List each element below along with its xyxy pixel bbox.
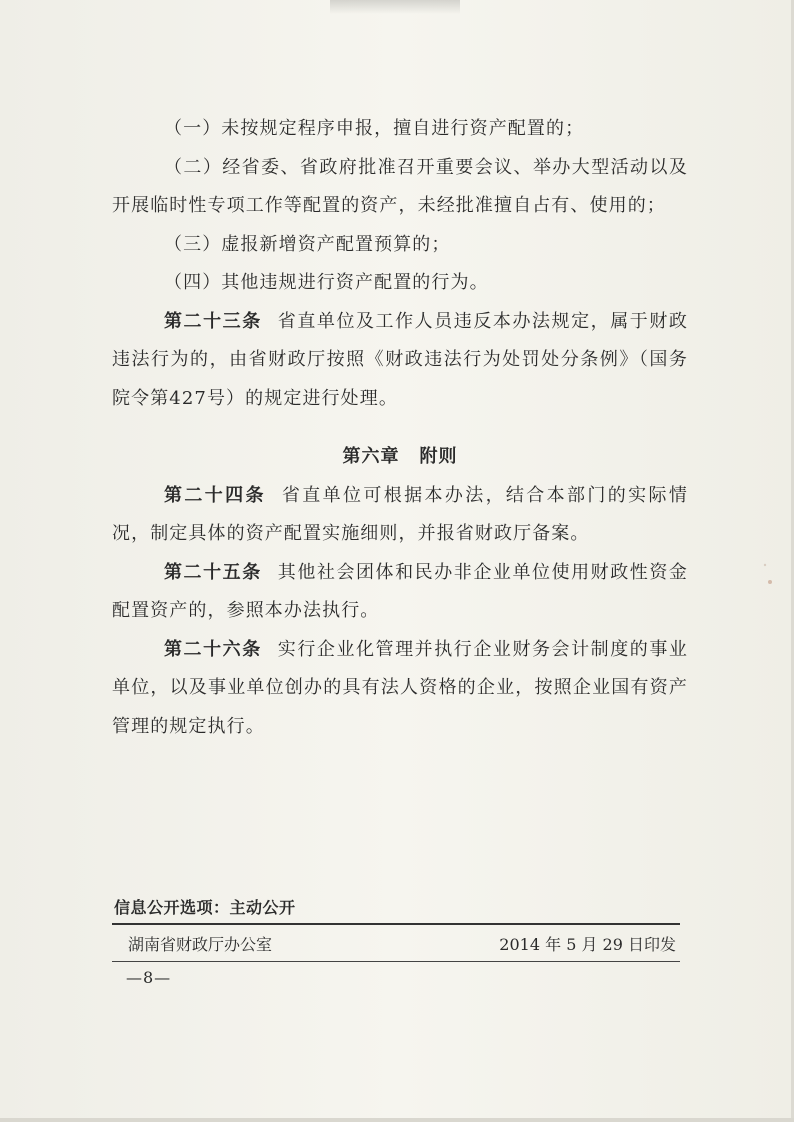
chapter-title: 附则 [419, 446, 458, 467]
article-25 [112, 554, 688, 631]
issuer-row [112, 925, 680, 961]
document-footer [112, 893, 680, 962]
footer-rule-bottom [112, 961, 680, 962]
disclosure-option: 信息公开选项：主动公开 [114, 898, 296, 917]
clause-4: （四）其他违规进行资产配置的行为。 [164, 272, 489, 293]
scan-shadow [330, 0, 460, 14]
article-25-number: 第二十五条 [164, 561, 262, 583]
article-23 [112, 303, 688, 419]
clause-2: （二）经省委、省政府批准召开重要会议、举办大型活动以及开展临时性专项工作等配置的资产，未经批准擅自占有、使用的； [112, 156, 688, 216]
article-25-text: 其他社会团体和民办非企业单位使用财政性资金配置资产的，参照本办法执行。 [112, 561, 688, 621]
clause-1: （一）未按规定程序申报，擅自进行资产配置的； [164, 118, 585, 139]
article-26-number: 第二十六条 [164, 638, 262, 660]
chapter-label: 第六章 [342, 446, 400, 467]
article-23-text: 省直单位及工作人员违反本办法规定，属于财政违法行为的，由省财政厅按照《财政违法行为处罚处分条例》（国务院令第427号）的规定进行处理。 [112, 310, 688, 409]
document-body [112, 110, 688, 746]
article-26 [112, 631, 688, 747]
article-23-number: 第二十三条 [164, 310, 262, 332]
article-24-number: 第二十四条 [164, 484, 266, 506]
issue-date: 2014 年 5 月 29 日印发 [499, 934, 676, 954]
article-26-text: 实行企业化管理并执行企业财务会计制度的事业单位，以及事业单位创办的具有法人资格的企业，按照企业国有资产管理的规定执行。 [112, 638, 688, 737]
issuing-office: 湖南省财政厅办公室 [128, 934, 273, 954]
page-edge-bottom [0, 1118, 794, 1122]
article-24 [112, 477, 688, 554]
chapter-heading [112, 438, 688, 477]
clause-3: （三）虚报新增资产配置预算的； [164, 233, 451, 255]
article-24-text: 省直单位可根据本办法，结合本部门的实际情况，制定具体的资产配置实施细则，并报省财政厅备案。 [112, 484, 689, 544]
page-number: —8— [126, 968, 172, 987]
